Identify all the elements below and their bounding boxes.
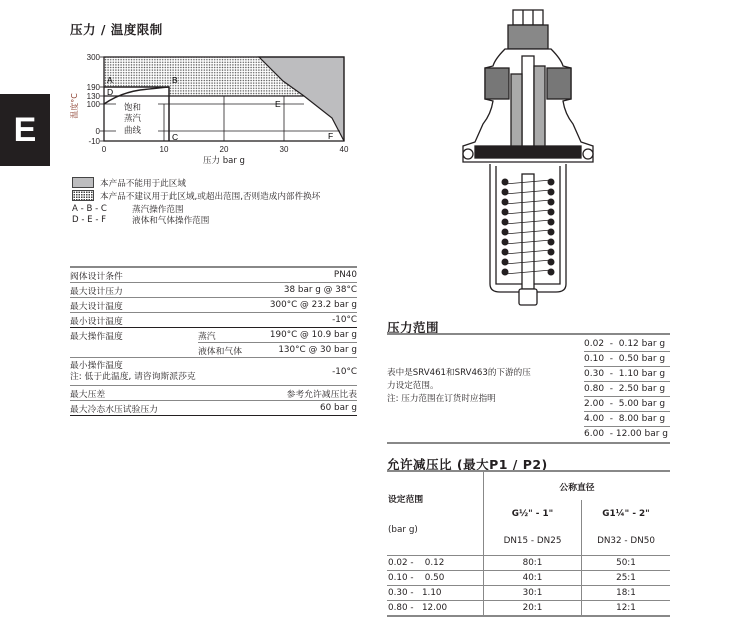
row-header-unit: (bar g) bbox=[388, 525, 418, 535]
row-header: 设定范围 bbox=[388, 495, 424, 505]
svg-text:D: D bbox=[107, 87, 114, 97]
svg-text:C: C bbox=[172, 132, 179, 142]
svg-text:20: 20 bbox=[219, 145, 229, 154]
svg-text:100: 100 bbox=[86, 100, 100, 109]
pressure-temperature-chart bbox=[60, 48, 360, 168]
spec-row: 最大设计温度 300°C @ 23.2 bar g bbox=[70, 300, 357, 312]
svg-text:300: 300 bbox=[86, 53, 100, 62]
pressure-ranges-list bbox=[584, 337, 670, 441]
col2-header: G1¼" - 2" bbox=[582, 500, 671, 527]
spec-row: 最大冷态水压试验压力 60 bar g bbox=[70, 403, 357, 415]
dotted-swatch-icon bbox=[72, 190, 94, 201]
legend-item-abc: A - B - C 蒸汽操作范围 bbox=[72, 203, 184, 215]
svg-text:190: 190 bbox=[86, 83, 100, 92]
spec-row: 最大压差 参考允许减压比表 bbox=[70, 386, 357, 401]
table-row: 0.10 - 0.50 40:1 25:1 bbox=[387, 571, 670, 586]
section-tab-e bbox=[0, 94, 50, 166]
svg-text:A: A bbox=[107, 75, 113, 85]
col-group-header: 公称直径 bbox=[484, 471, 671, 500]
pressure-ranges-box bbox=[387, 333, 670, 444]
pressure-ranges-title: 压力范围 bbox=[387, 320, 440, 335]
max-operating-temp-row: 最大操作温度 蒸汽 190°C @ 10.9 bar g 液体和气体 130°C @ 30 bar g bbox=[70, 330, 357, 357]
svg-text:0: 0 bbox=[101, 145, 107, 154]
pressure-ranges-description: 表中是SRV461和SRV463的下游的压 力设定范围。 注: 压力范围在订货时应指明 bbox=[387, 368, 531, 404]
svg-text:10: 10 bbox=[159, 145, 169, 154]
pressure-range-item: 0.10 - 0.50 bar g bbox=[584, 352, 670, 367]
col2-subheader: DN32 - DN50 bbox=[582, 527, 671, 555]
pressure-range-item: 6.00 - 12.00 bar g bbox=[584, 429, 668, 439]
pressure-range-item: 0.80 - 2.50 bar g bbox=[584, 382, 670, 397]
svg-text:蒸汽: 蒸汽 bbox=[124, 114, 142, 124]
svg-text:温度°C: 温度°C bbox=[70, 93, 79, 119]
reduction-ratio-table bbox=[387, 470, 670, 617]
svg-text:E: E bbox=[275, 99, 281, 109]
legend-item-def: D - E - F 液体和气体操作范围 bbox=[72, 214, 210, 226]
svg-text:30: 30 bbox=[279, 145, 289, 154]
table-row: 0.30 - 1.10 30:1 18:1 bbox=[387, 586, 670, 601]
table-row: 0.02 - 0.12 80:1 50:1 bbox=[387, 556, 670, 571]
svg-text:40: 40 bbox=[339, 145, 349, 154]
svg-text:B: B bbox=[172, 75, 178, 85]
pt-limits-title: 压力 / 温度限制 bbox=[70, 22, 163, 37]
spec-row: 最小设计温度 -10°C bbox=[70, 315, 357, 327]
svg-text:曲线: 曲线 bbox=[124, 126, 142, 136]
min-operating-temp-row: 最小操作温度 注: 低于此温度, 请咨询斯派莎克 -10°C bbox=[70, 358, 357, 386]
valve-cross-section-drawing bbox=[455, 4, 605, 309]
not-usable-region bbox=[259, 57, 344, 141]
svg-text:-10: -10 bbox=[88, 137, 100, 146]
spec-table bbox=[70, 266, 357, 416]
col1-header: G½" - 1" bbox=[484, 500, 582, 527]
svg-text:压力 bar g: 压力 bar g bbox=[203, 156, 245, 166]
pressure-range-item: 0.30 - 1.10 bar g bbox=[584, 367, 670, 382]
chart-legend bbox=[72, 176, 320, 226]
pressure-range-item: 2.00 - 5.00 bar g bbox=[584, 397, 670, 412]
spec-row: 阀体设计条件 PN40 bbox=[70, 266, 357, 283]
legend-item-dotted: 本产品不建议用于此区域,或超出范围,否则造成内部件换坏 bbox=[72, 189, 320, 202]
section-letter: E bbox=[13, 110, 37, 149]
spec-row: 最大设计压力 38 bar g @ 38°C bbox=[70, 285, 357, 297]
svg-text:饱和: 饱和 bbox=[124, 103, 142, 113]
svg-text:0: 0 bbox=[95, 127, 100, 136]
table-row: 0.80 - 12.00 20:1 12:1 bbox=[387, 601, 670, 617]
col1-subheader: DN15 - DN25 bbox=[484, 527, 582, 555]
svg-text:F: F bbox=[328, 131, 334, 141]
svg-text:130: 130 bbox=[86, 92, 100, 101]
pressure-range-item: 4.00 - 8.00 bar g bbox=[584, 412, 670, 427]
legend-item-grey: 本产品不能用于此区域 bbox=[72, 176, 320, 189]
pressure-range-item: 0.02 - 0.12 bar g bbox=[584, 337, 670, 352]
grey-swatch-icon bbox=[72, 177, 94, 188]
ratio-table-title: 允许减压比 (最大P1 / P2) bbox=[387, 457, 548, 472]
